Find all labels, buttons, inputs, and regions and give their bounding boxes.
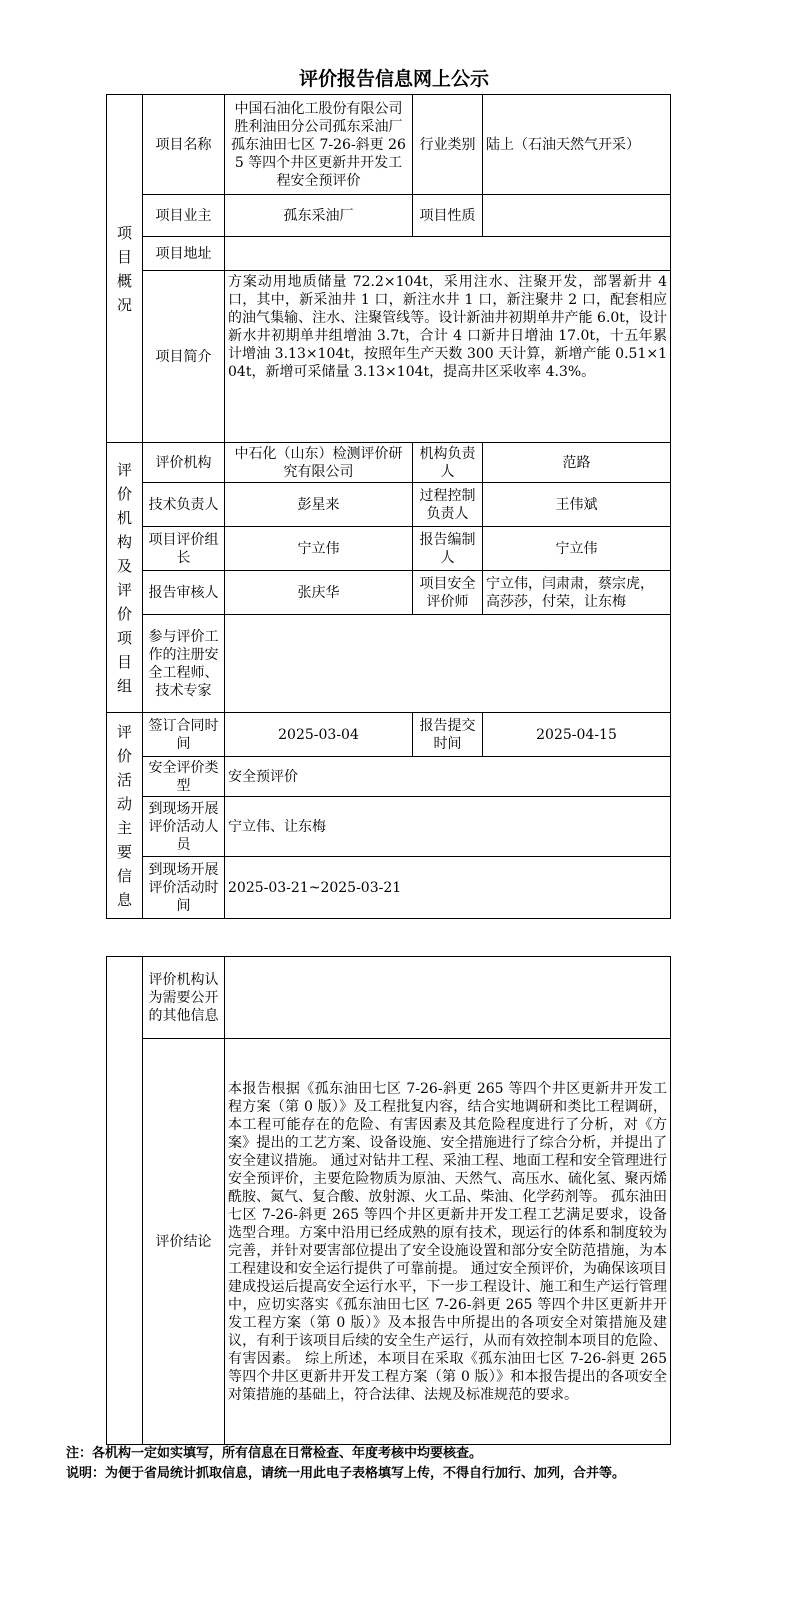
project-name: 中国石油化工股份有限公司胜利油田分公司孤东采油厂孤东油田七区 7-26-斜更 265 等四个井区更新井开发工程安全预评价 xyxy=(225,95,413,195)
note-2: 说明：为便于省局统计抓取信息，请统一用此电子表格填写上传，不得自行加行、加列，合并等。 xyxy=(66,1466,626,1481)
other-label: 评价机构认为需要公开的其他信息 xyxy=(143,957,225,1039)
nature xyxy=(483,195,671,237)
org: 中石化（山东）检测评价研究有限公司 xyxy=(225,443,413,483)
contract-date: 2025-03-04 xyxy=(225,713,413,757)
time-label: 到现场开展评价活动时间 xyxy=(143,857,225,919)
industry-label: 行业类别 xyxy=(413,95,483,195)
note-1: 注：各机构一定如实填写，所有信息在日常检查、年度考核中均要核查。 xyxy=(66,1446,483,1461)
address xyxy=(225,237,671,271)
process-head: 王伟斌 xyxy=(483,483,671,527)
conclusion-table xyxy=(106,956,671,1445)
submit-date: 2025-04-15 xyxy=(483,713,671,757)
people-label: 到现场开展评价活动人员 xyxy=(143,797,225,857)
contract-label: 签订合同时间 xyxy=(143,713,225,757)
field-time: 2025-03-21~2025-03-21 xyxy=(225,857,671,919)
section-overview: 项目概况 xyxy=(107,95,143,443)
conclusion: 本报告根据《孤东油田七区 7-26-斜更 265 等四个井区更新井开发工程方案（第 0 版）》及工程批复内容，结合实地调研和类比工程调研，本工程可能存在的危险、有害因素及其危险程度进行了分析，对《方案》提出的工艺方案、设备设施、安全措施进行了综合分析，并提出了安全建议措施。 通过对钻井工程、采油工程、地面工程和安全管理进行安全预评价，主要危险物质为原油、天然气、高压水、硫化氢、聚丙烯酰胺、氮气、复合酸、放射源、火工品、柴油、化学药剂等。 孤东油田七区 7-26-斜更 265 等四个井区更新井开发工程工艺满足要求，设备选型合理。方案中沿用已经成熟的原有技术，现运行的体系和制度较为完善，并针对要害部位提出了安全设施设置和部分安全防范措施，为本工程建设和安全运行提供了可靠前提。 通过安全预评价，为确保该项目建成投运后提高安全运行水平，下一步工程设计、施工和生产运行管理中，应切实落实《孤东油田七区 7-26-斜更 265 等四个井区更新井开发工程方案（第 0 版）》及本报告中所提出的各项安全对策措施及建议，有利于该项目后续的安全生产运行，从而有效控制本项目的危险、有害因素。 综上所述，本项目在采取《孤东油田七区 7-26-斜更 265 等四个井区更新井开发工程方案（第 0 版）》和本报告提出的各项安全对策措施的基础上，符合法律、法规及标准规范的要求。 xyxy=(225,1039,671,1445)
safety-eval-label: 项目安全评价师 xyxy=(413,571,483,615)
blank-cell xyxy=(107,957,143,1445)
page-title: 评价报告信息网上公示 xyxy=(298,68,489,90)
org-label: 评价机构 xyxy=(143,443,225,483)
experts-label: 参与评价工作的注册安全工程师、技术专家 xyxy=(143,615,225,713)
nature-label: 项目性质 xyxy=(413,195,483,237)
address-label: 项目地址 xyxy=(143,237,225,271)
experts xyxy=(225,615,671,713)
leader: 宁立伟 xyxy=(225,527,413,571)
project-intro: 方案动用地质储量 72.2×104t，采用注水、注聚开发，部署新井 4 口，其中，新采油井 1 口，新注水井 1 口，新注聚井 2 口，配套相应的油气集输、注水、注聚管线等。设计新油井初期单井产能 6.0t，设计新水井初期单井组增油 3.7t，合计 4 口新井日增油 17.0t，十五年累计增油 3.13×104t，按照年生产天数 300 天计算，新增产能 0.51×104t，新增可采储量 3.13×104t，提高井区采收率 4.3%。 xyxy=(225,271,671,443)
org-head: 范路 xyxy=(483,443,671,483)
writer-label: 报告编制人 xyxy=(413,527,483,571)
type-label: 安全评价类型 xyxy=(143,757,225,797)
writer: 宁立伟 xyxy=(483,527,671,571)
section-activity: 评价活动主要信息 xyxy=(107,713,143,919)
info-table xyxy=(106,94,671,919)
eval-type: 安全预评价 xyxy=(225,757,671,797)
safety-evaluators: 宁立伟，闫肃肃，蔡宗虎，高莎莎，付荣，让东梅 xyxy=(483,571,671,615)
tech-head-label: 技术负责人 xyxy=(143,483,225,527)
section-org: 评价机构及评价项目组 xyxy=(107,443,143,713)
owner: 孤东采油厂 xyxy=(225,195,413,237)
tech-head: 彭星来 xyxy=(225,483,413,527)
reviewer-label: 报告审核人 xyxy=(143,571,225,615)
intro-label: 项目简介 xyxy=(143,271,225,443)
owner-label: 项目业主 xyxy=(143,195,225,237)
process-label: 过程控制负责人 xyxy=(413,483,483,527)
submit-label: 报告提交时间 xyxy=(413,713,483,757)
industry: 陆上（石油天然气开采） xyxy=(483,95,671,195)
other-info xyxy=(225,957,671,1039)
reviewer: 张庆华 xyxy=(225,571,413,615)
leader-label: 项目评价组长 xyxy=(143,527,225,571)
project-name-label: 项目名称 xyxy=(143,95,225,195)
field-people: 宁立伟、让东梅 xyxy=(225,797,671,857)
org-head-label: 机构负责人 xyxy=(413,443,483,483)
conclusion-label: 评价结论 xyxy=(143,1039,225,1445)
